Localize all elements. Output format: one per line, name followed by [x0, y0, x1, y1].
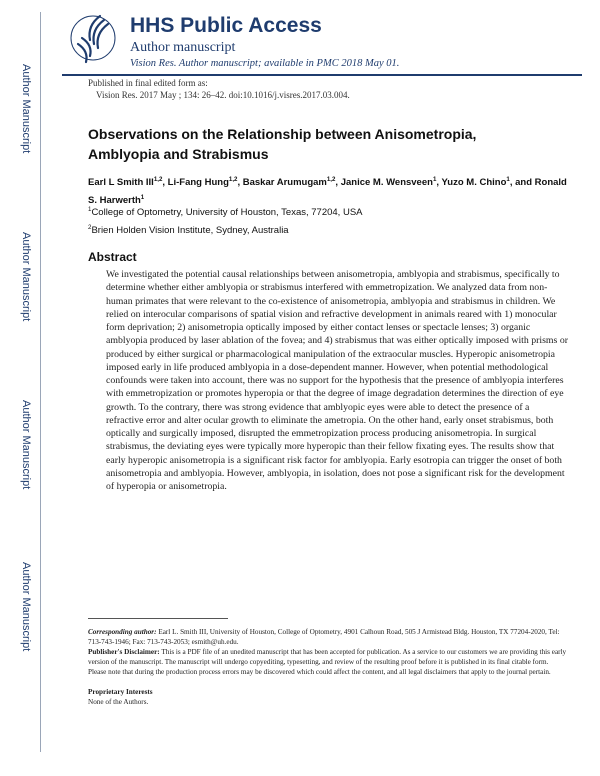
author-name: Ronald S. Harwerth — [88, 177, 567, 207]
hhs-eagle-logo-icon — [70, 8, 116, 68]
author-affiliation-marker: 1 — [506, 176, 510, 183]
author-name: Yuzo M. Chino — [441, 177, 507, 189]
affiliation-2: $^2$Brien Holden Vision Institute, Sydney, Australia — [88, 224, 289, 237]
author-name: Li-Fang Hung — [167, 177, 229, 189]
sidebar-label-4: Author Manuscript — [20, 562, 32, 652]
sidebar-label-3: Author Manuscript — [20, 400, 32, 490]
author-separator: , — [436, 177, 442, 189]
proprietary-interests-heading: Proprietary Interests — [88, 688, 153, 696]
author-separator: , — [162, 177, 168, 189]
author-list — [88, 172, 568, 208]
header-title: HHS Public Access — [130, 14, 322, 37]
author-affiliation-marker: 1,2 — [153, 176, 163, 183]
sidebar-divider — [40, 12, 41, 752]
publisher-disclaimer: Publisher's Disclaimer: This is a PDF file of an unedited manuscript that has been accepted for publication. As a service to our customers we are providing this early version of the manuscript. The manuscript will undergo copyediting, typesetting, and review of the resulting proof before it is published in its final citable form. Please note that during the production process errors may be discovered which could affect the content, and all legal disclaimers that apply to the journal pertain. — [88, 648, 567, 676]
abstract-heading: Abstract — [88, 250, 137, 264]
author-separator: , — [237, 177, 243, 189]
paper-title: Observations on the Relationship between Anisometropia, Amblyopia and Strabismus — [88, 126, 477, 162]
abstract-body: We investigated the potential causal relationships between anisometropia, amblyopia and strabismus, specifically to determine whether either amblyopia or strabismus interfered with emmetropization. We analyzed data from non-human primates that were relevant to the co-existence of anisometropia, amblyopia and strabismus in children. We relied on interocular comparisons of spatial vision and refractive development in animals reared with 1) monocular form deprivation; 2) anisometropia optically imposed by either contact lenses or spectacle lenses; 3) organic amblyopia produced by laser ablation of the fovea; and 4) strabismus that was either optically imposed with prisms or produced by either surgical or pharmacological manipulation of the extraocular muscles. Hyperopic anisometropia imposed early in life produced amblyopia in a dose-dependent manner. However, when potential methodological confounds were taken into account, there was no support for the hypothesis that the presence of amblyopia interferes with emmetropization or promotes hyperopia or that the degree of image degradation determines the direction of eye growth. To the contrary, there was strong evidence that amblyopic eyes were able to detect the presence of a refractive error and alter ocular growth to eliminate the ametropia. On the other hand, early onset strabismus, both optically and surgically imposed, disrupted the emmetropization process producing anisometropia. In surgical strabismus, the deviating eyes were typically more hyperopic than their fellow fixating eyes. The results show that early hyperopic anisometropia is a significant risk factor for amblyopia. Early esotropia can trigger the onset of both anisometropia and amblyopia. However, amblyopia, in isolation, does not pose a significant risk for the development of hyperopia or anisometropia. — [106, 269, 568, 492]
corresponding-author-note: Corresponding author: Earl L. Smith III, University of Houston, College of Optometry, 4901 Calhoun Road, 505 J Armistead Bldg. Houston, TX 77204-2020, Tel: 713-743-1946; Fax: 713-743-2053; esmith@uh.edu. — [88, 628, 560, 646]
published-citation: Vision Res. 2017 May ; 134: 26–42. doi:10.1016/j.visres.2017.03.004. — [96, 90, 350, 100]
proprietary-interests-text: None of the Authors. — [88, 698, 149, 706]
footnote-rule — [88, 618, 228, 619]
author-name: Janice M. Wensveen — [340, 177, 433, 189]
author-affiliation-marker: 1,2 — [228, 176, 238, 183]
author-separator: , and — [509, 177, 535, 189]
journal-line: Vision Res. Author manuscript; available in PMC 2018 May 01. — [130, 58, 400, 69]
author-affiliation-marker: 1 — [140, 194, 145, 202]
author-name: Earl L Smith III — [88, 177, 154, 189]
author-affiliation-marker: 1 — [432, 176, 437, 183]
header-rule — [62, 74, 582, 76]
affiliation-1: $^1$College of Optometry, University of Houston, Texas, 77204, USA — [88, 206, 363, 219]
sidebar-label-1: Author Manuscript — [20, 64, 32, 154]
author-separator: , — [335, 177, 341, 189]
author-affiliation-marker: 1,2 — [326, 176, 336, 183]
sidebar-label-2: Author Manuscript — [20, 232, 32, 322]
author-name: Baskar Arumugam — [242, 177, 327, 189]
header-subtitle: Author manuscript — [130, 40, 236, 55]
published-label: Published in final edited form as: — [88, 78, 208, 88]
